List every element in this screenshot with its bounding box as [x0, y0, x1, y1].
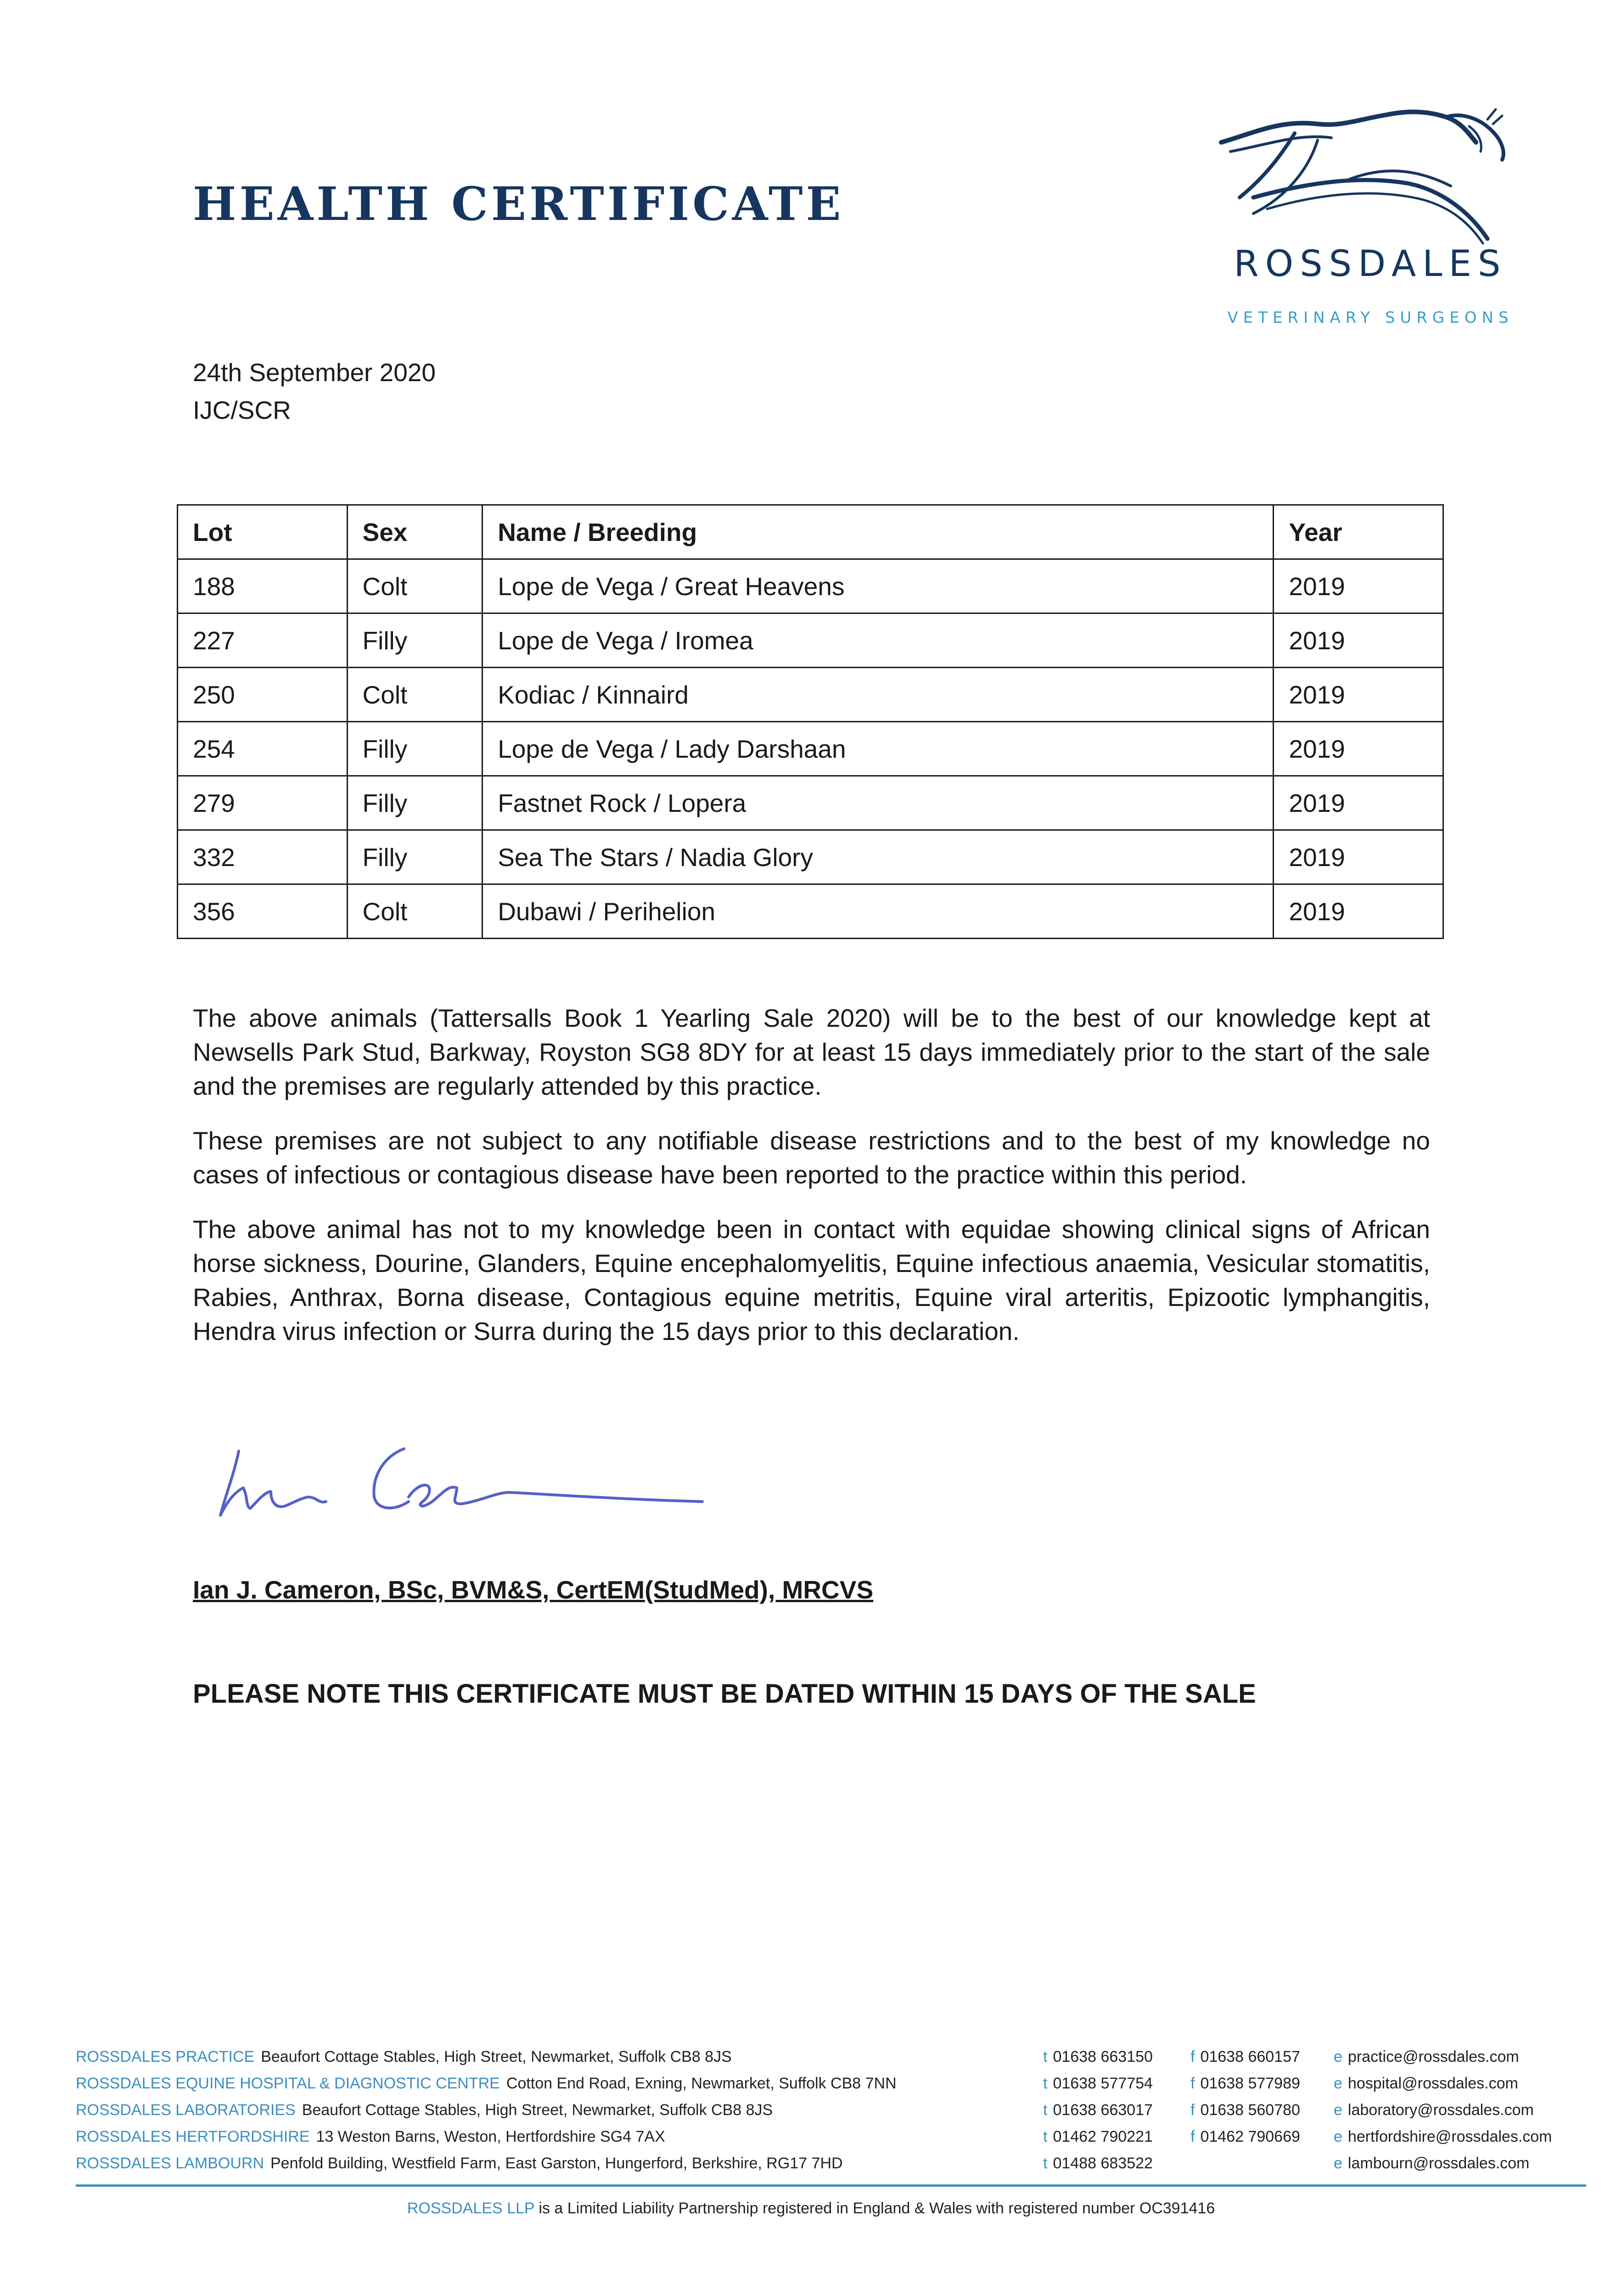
- telephone-number: 01462 790221: [1053, 2128, 1153, 2145]
- lot-cell: 279: [178, 776, 348, 830]
- footer-telephone: [1043, 2128, 1153, 2146]
- column-header: Lot: [178, 505, 348, 559]
- footer-divider: [76, 2184, 1586, 2187]
- telephone-label: t: [1043, 2128, 1048, 2145]
- footer-practice-name: ROSSDALES EQUINE HOSPITAL & DIAGNOSTIC CENTRE: [76, 2075, 500, 2092]
- email-address: laboratory@rossdales.com: [1347, 2101, 1534, 2119]
- footer-practice-name: ROSSDALES HERTFORDSHIRE: [76, 2128, 310, 2145]
- footer-telephone: [1043, 2155, 1153, 2172]
- fax-label: f: [1190, 2101, 1195, 2119]
- footer-email: [1334, 2075, 1518, 2093]
- table-row: [178, 668, 1443, 722]
- fax-label: f: [1190, 2128, 1195, 2145]
- body-paragraph: These premises are not subject to any notifiable disease restrictions and to the best of my knowledge no cases of infectious or contagious disease have been reported to the practice within this period.: [193, 1126, 1430, 1189]
- footer-fax: [1190, 2128, 1300, 2146]
- lot-cell: 254: [178, 722, 348, 776]
- footer-email: [1334, 2155, 1529, 2172]
- telephone-number: 01638 663017: [1053, 2101, 1153, 2119]
- sex-cell: Colt: [347, 884, 483, 939]
- legal-text: is a Limited Liability Partnership registered in England & Wales with registered number OC391416: [539, 2200, 1215, 2217]
- breeding-cell: Lope de Vega / Lady Darshaan: [483, 722, 1274, 776]
- year-cell: 2019: [1274, 884, 1443, 939]
- sex-cell: Colt: [347, 559, 483, 613]
- sex-cell: Filly: [347, 830, 483, 884]
- footer-row: [76, 2155, 1586, 2181]
- certificate-note: PLEASE NOTE THIS CERTIFICATE MUST BE DATED WITHIN 15 DAYS OF THE SALE: [193, 1679, 1256, 1709]
- table-row: [178, 613, 1443, 668]
- footer-telephone: [1043, 2101, 1153, 2119]
- column-header: Name / Breeding: [483, 505, 1274, 559]
- lot-cell: 250: [178, 668, 348, 722]
- telephone-label: t: [1043, 2101, 1048, 2119]
- document-meta: [193, 354, 436, 429]
- email-label: e: [1334, 2075, 1342, 2092]
- breeding-cell: Fastnet Rock / Lopera: [483, 776, 1274, 830]
- fax-number: 01638 577989: [1200, 2075, 1300, 2092]
- column-header: Sex: [347, 505, 483, 559]
- table-row: [178, 884, 1443, 939]
- footer-practice-name: ROSSDALES LABORATORIES: [76, 2101, 296, 2119]
- footer: [76, 2048, 1586, 2181]
- email-label: e: [1334, 2128, 1342, 2145]
- sex-cell: Filly: [347, 722, 483, 776]
- table-row: [178, 722, 1443, 776]
- footer-address: Cotton End Road, Exning, Newmarket, Suffolk CB8 7NN: [506, 2075, 897, 2092]
- email-address: hertfordshire@rossdales.com: [1347, 2128, 1552, 2145]
- legal-entity-name: ROSSDALES LLP: [407, 2200, 534, 2217]
- table-header-row: [178, 505, 1443, 559]
- telephone-label: t: [1043, 2075, 1048, 2092]
- handwritten-signature: [207, 1424, 758, 1543]
- footer-fax: [1190, 2101, 1300, 2119]
- year-cell: 2019: [1274, 613, 1443, 668]
- document-date: 24th September 2020: [193, 358, 436, 387]
- fax-label: f: [1190, 2048, 1195, 2065]
- body-paragraph: The above animals (Tattersalls Book 1 Yearling Sale 2020) will be to the best of our knowledge kept at Newsells Park Stud, Barkway, Royston SG8 8DY for at least 15 days immediately prior to the start of the sale and the premises are regularly attended by this practice.: [193, 1004, 1430, 1100]
- fax-number: 01462 790669: [1200, 2128, 1300, 2145]
- footer-email: [1334, 2048, 1519, 2066]
- footer-practice-name: ROSSDALES LAMBOURN: [76, 2155, 264, 2172]
- lot-cell: 188: [178, 559, 348, 613]
- certificate-body: [193, 1001, 1430, 1369]
- signatory-name: Ian J. Cameron, BSc, BVM&S, CertEM(StudMed), MRCVS: [193, 1576, 874, 1604]
- year-cell: 2019: [1274, 722, 1443, 776]
- lot-cell: 227: [178, 613, 348, 668]
- email-address: lambourn@rossdales.com: [1347, 2155, 1530, 2172]
- telephone-label: t: [1043, 2155, 1048, 2172]
- lot-cell: 332: [178, 830, 348, 884]
- footer-email: [1334, 2101, 1534, 2119]
- footer-row: [76, 2101, 1586, 2128]
- page-title: HEALTH CERTIFICATE: [193, 177, 844, 231]
- sex-cell: Colt: [347, 668, 483, 722]
- breeding-cell: Kodiac / Kinnaird: [483, 668, 1274, 722]
- footer-practice-name: ROSSDALES PRACTICE: [76, 2048, 255, 2065]
- breeding-cell: Sea The Stars / Nadia Glory: [483, 830, 1274, 884]
- table-row: [178, 776, 1443, 830]
- year-cell: 2019: [1274, 830, 1443, 884]
- footer-email: [1334, 2128, 1552, 2146]
- email-address: hospital@rossdales.com: [1347, 2075, 1518, 2092]
- sex-cell: Filly: [347, 613, 483, 668]
- table-row: [178, 830, 1443, 884]
- telephone-label: t: [1043, 2048, 1048, 2065]
- footer-legal: [0, 2200, 1622, 2217]
- footer-row: [76, 2075, 1586, 2101]
- breeding-cell: Lope de Vega / Great Heavens: [483, 559, 1274, 613]
- footer-address: Penfold Building, Westfield Farm, East Garston, Hungerford, Berkshire, RG17 7HD: [270, 2155, 843, 2172]
- fax-label: f: [1190, 2075, 1195, 2092]
- footer-fax: [1190, 2048, 1300, 2066]
- footer-telephone: [1043, 2048, 1153, 2066]
- telephone-number: 01488 683522: [1053, 2155, 1153, 2172]
- footer-telephone: [1043, 2075, 1153, 2093]
- year-cell: 2019: [1274, 559, 1443, 613]
- footer-row: [76, 2128, 1586, 2155]
- footer-fax: [1190, 2075, 1300, 2093]
- footer-row: [76, 2048, 1586, 2075]
- sex-cell: Filly: [347, 776, 483, 830]
- breeding-cell: Dubawi / Perihelion: [483, 884, 1274, 939]
- footer-address: 13 Weston Barns, Weston, Hertfordshire SG4 7AX: [316, 2128, 665, 2145]
- email-label: e: [1334, 2155, 1342, 2172]
- breeding-cell: Lope de Vega / Iromea: [483, 613, 1274, 668]
- document-reference: IJC/SCR: [193, 396, 291, 424]
- lot-cell: 356: [178, 884, 348, 939]
- email-address: practice@rossdales.com: [1347, 2048, 1519, 2065]
- year-cell: 2019: [1274, 776, 1443, 830]
- telephone-number: 01638 663150: [1053, 2048, 1153, 2065]
- column-header: Year: [1274, 505, 1443, 559]
- footer-address: Beaufort Cottage Stables, High Street, Newmarket, Suffolk CB8 8JS: [261, 2048, 732, 2065]
- lots-table: [177, 504, 1444, 939]
- year-cell: 2019: [1274, 668, 1443, 722]
- fax-number: 01638 660157: [1200, 2048, 1300, 2065]
- body-paragraph: The above animal has not to my knowledge been in contact with equidae showing clinical signs of African horse sickness, Dourine, Glanders, Equine encephalomyelitis, Equine infectious anaemia, Vesicular stomatitis, Rabies, Anthrax, Borna disease, Contagious equine metritis, Equine viral arteritis, Epizootic lymphangitis, Hendra virus infection or Surra during the 15 days prior to this declaration.: [193, 1215, 1430, 1345]
- telephone-number: 01638 577754: [1053, 2075, 1153, 2092]
- email-label: e: [1334, 2101, 1342, 2119]
- logo-wordmark: ROSSDALES: [1234, 243, 1507, 285]
- table-row: [178, 559, 1443, 613]
- logo-tagline: VETERINARY SURGEONS: [1227, 309, 1514, 327]
- footer-address: Beaufort Cottage Stables, High Street, Newmarket, Suffolk CB8 8JS: [302, 2101, 773, 2119]
- fax-number: 01638 560780: [1200, 2101, 1300, 2119]
- email-label: e: [1334, 2048, 1342, 2065]
